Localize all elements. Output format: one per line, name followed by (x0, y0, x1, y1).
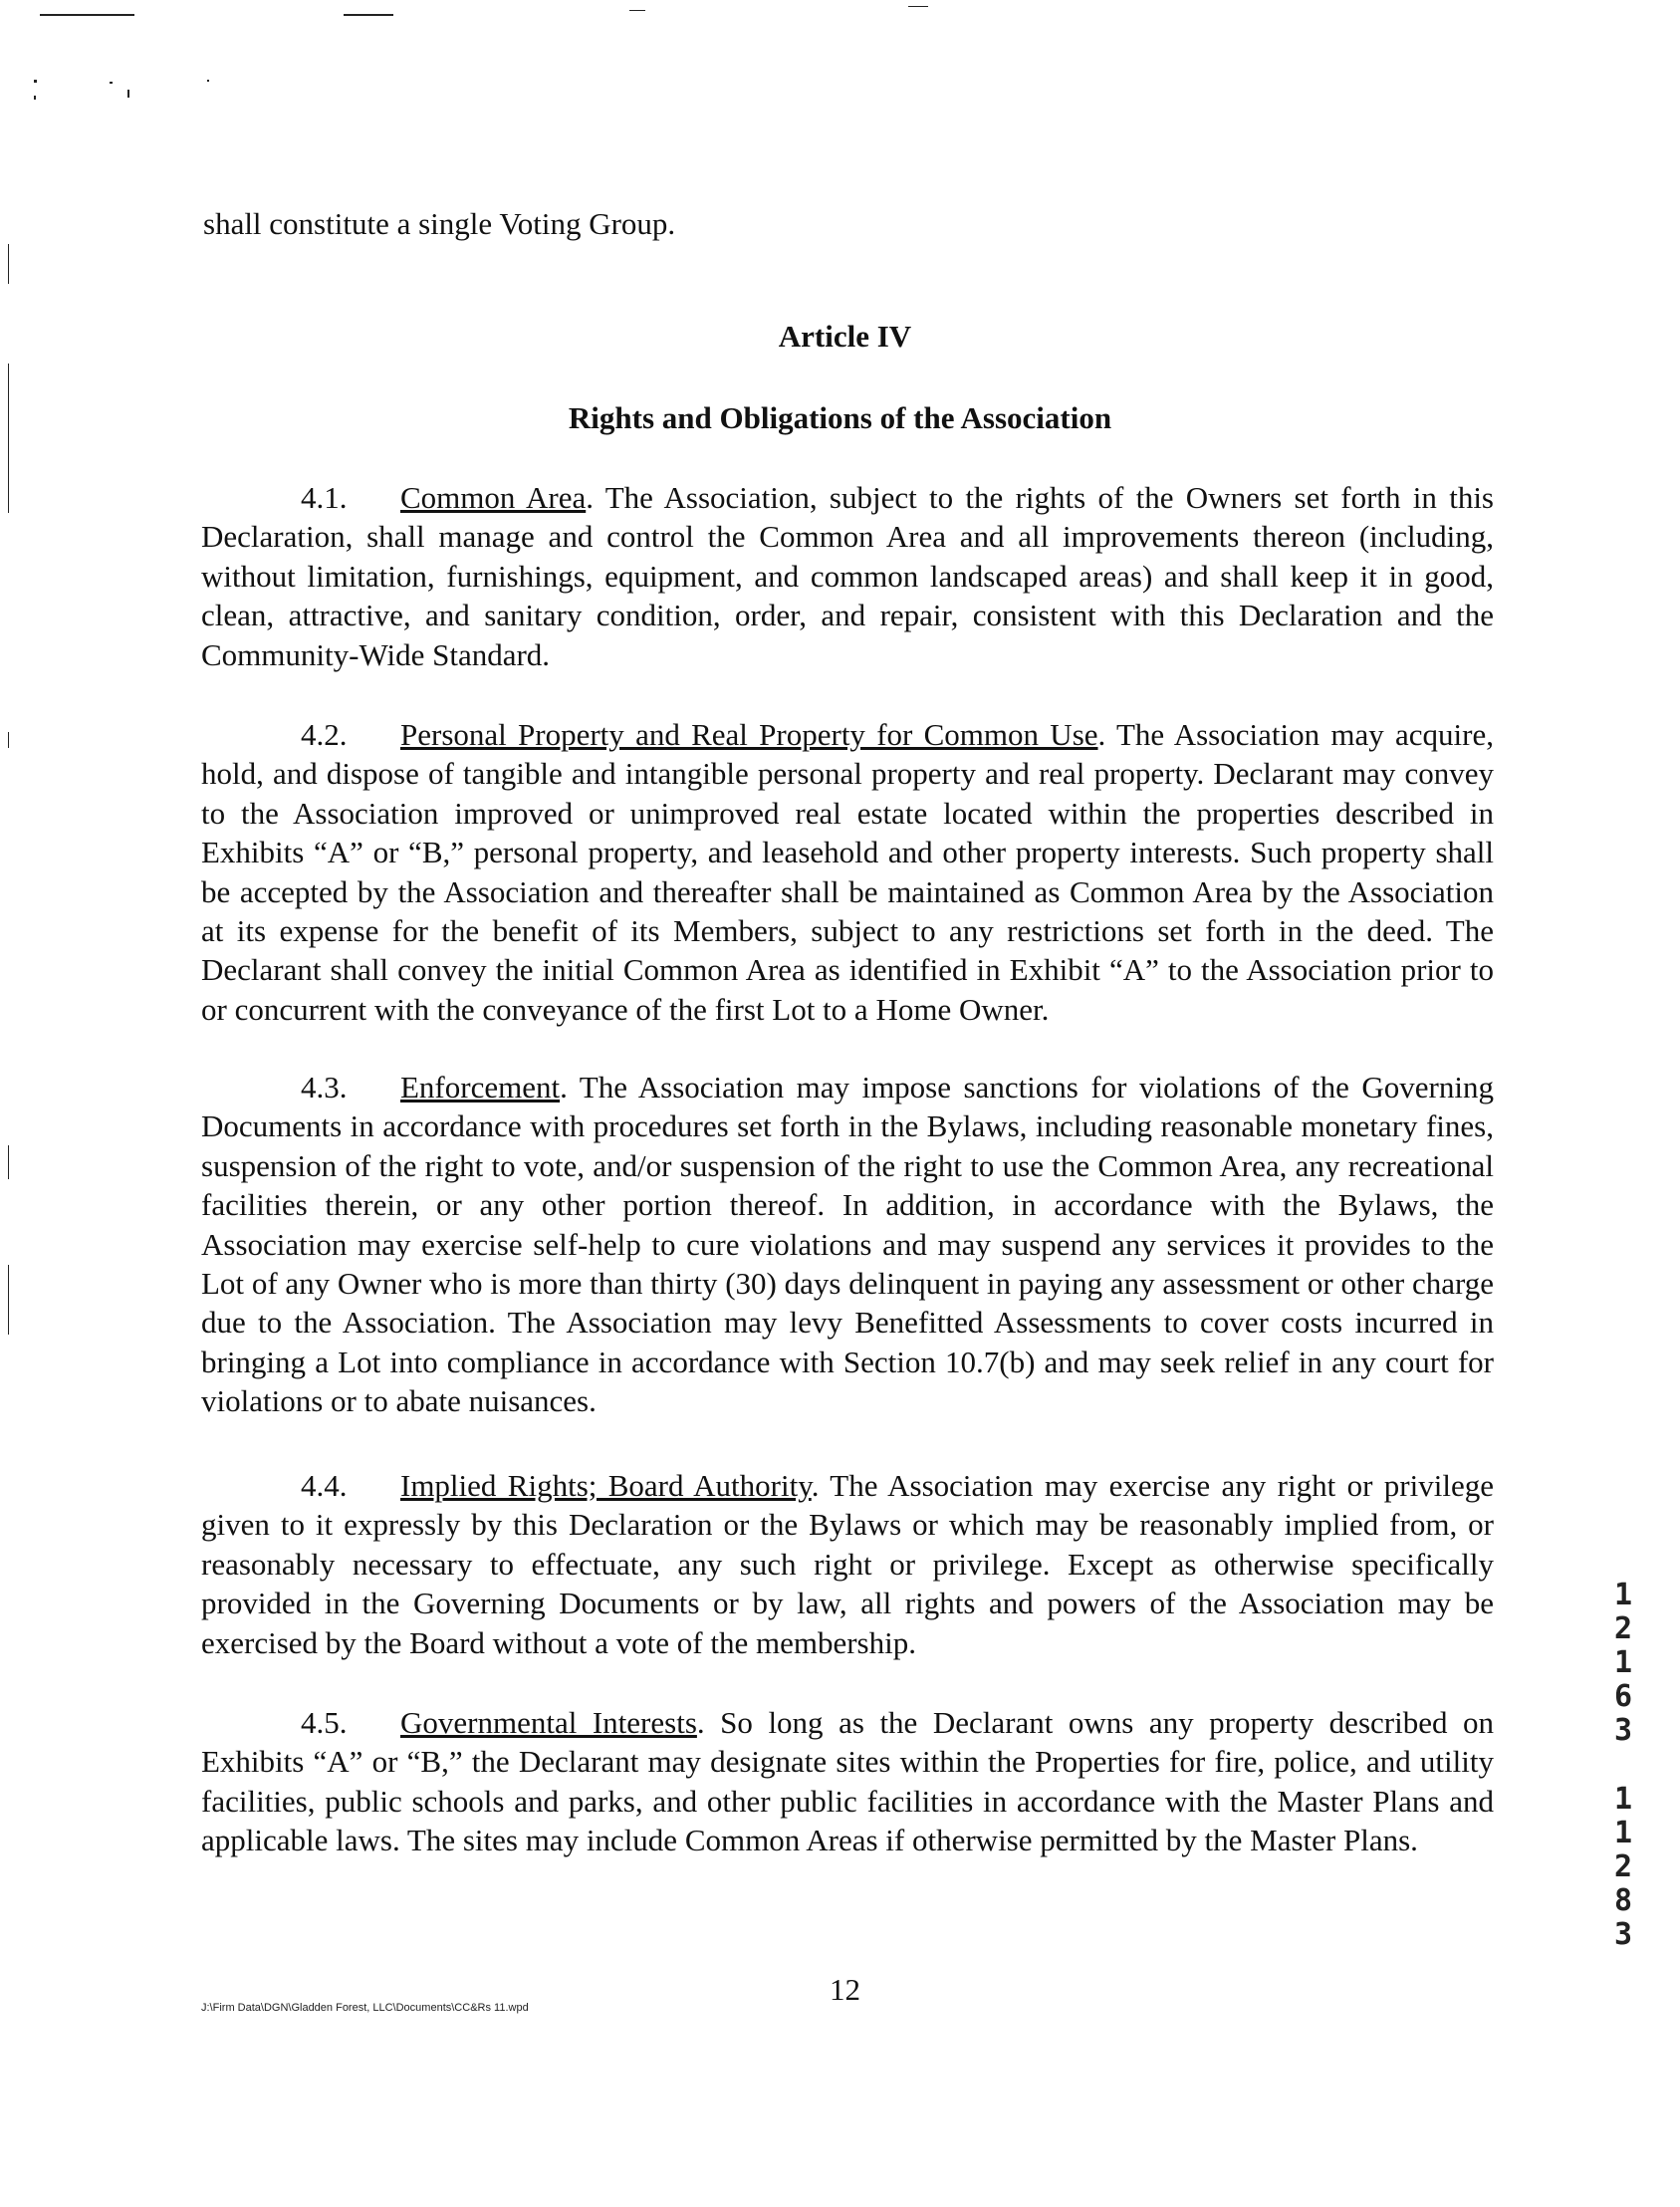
article-subtitle: Rights and Obligations of the Association (568, 400, 1112, 435)
section-body: . The Association may impose sanctions for violations of the Governing Documents in accordance with procedures set forth in the Bylaws, including reasonable monetary fines, suspension of the right to vote, and/or suspension of the right to use the Common Area, any recreational facilities therein, or any other portion thereof. In addition, in accordance with the Bylaws, the Association may exercise self-help to cure violations and may suspend any services it provides to the Lot of any Owner who is more than thirty (30) days delinquent in paying any assessment or other charge due to the Association. The Association may levy Benefitted Assessments to cover costs incurred in bringing a Lot into compliance in accordance with Section 10.7(b) and may seek relief in any court for violations or to abate nuisances. (201, 1070, 1494, 1419)
scan-line (344, 14, 393, 16)
article-title: Article IV (778, 319, 912, 354)
section-number: 4.3. (301, 1070, 348, 1104)
scan-dot (127, 90, 129, 98)
section-number: 4.2. (301, 717, 348, 752)
section-number: 4.1. (301, 480, 348, 515)
continuation-text: shall constitute a single Voting Group. (203, 206, 676, 241)
section-4-3 (201, 1068, 1494, 1421)
footer-file-path: J:\Firm Data\DGN\Gladden Forest, LLC\Documents\CC&Rs 11.wpd (201, 2002, 529, 2014)
scan-line (908, 6, 928, 7)
stamp-digit: 6 (1613, 1679, 1633, 1714)
margin-tick (8, 364, 9, 513)
stamp-digit: 1 (1613, 1645, 1633, 1680)
section-4-1 (201, 478, 1494, 674)
section-caption: Implied Rights; Board Authority (400, 1468, 812, 1503)
section-4-5 (201, 1703, 1494, 1860)
scan-dot (34, 96, 36, 100)
stamp-digit: 2 (1613, 1611, 1633, 1646)
stamp-digit: 8 (1613, 1883, 1633, 1918)
margin-tick (8, 732, 9, 748)
scan-dot (207, 80, 209, 82)
stamp-digit: 1 (1613, 1782, 1633, 1817)
section-body: . The Association may acquire, hold, and dispose of tangible and intangible personal property and real property. Declarant may convey to the Association improved or unimproved real estate located within the properties described in Exhibits “A” or “B,” personal property, and leasehold and other property interests. Such property shall be accepted by the Association and thereafter shall be maintained as Common Area by the Association at its expense for the benefit of its Members, subject to any restrictions set forth in the deed. The Declarant shall convey the initial Common Area as identified in Exhibit “A” to the Association prior to or concurrent with the conveyance of the first Lot to a Home Owner. (201, 717, 1494, 1027)
section-body: . So long as the Declarant owns any property described on Exhibits “A” or “B,” the Declarant may designate sites within the Properties for fire, police, and utility facilities, public schools and parks, and other public facilities in accordance with the Master Plans and applicable laws. The sites may include Common Areas if otherwise permitted by the Master Plans. (201, 1705, 1494, 1858)
section-body: . The Association, subject to the rights of the Owners set forth in this Declaration, shall manage and control the Common Area and all improvements thereon (including, without limitation, furnishings, equipment, and common landscaped areas) and shall keep it in good, clean, attractive, and sanitary condition, order, and repair, consistent with this Declaration and the Community-Wide Standard. (201, 480, 1494, 672)
section-4-4 (201, 1466, 1494, 1662)
margin-tick (8, 1265, 9, 1335)
margin-tick (8, 1145, 9, 1179)
section-body: . The Association may exercise any right or privilege given to it expressly by this Declaration or the Bylaws or which may be reasonably implied from, or reasonably necessary to effectuate, any such right or privilege. Except as otherwise specifically provided in the Governing Documents or by law, all rights and powers of the Association may be exercised by the Board without a vote of the membership. (201, 1468, 1494, 1660)
recording-stamp-upper (1603, 1579, 1643, 1748)
section-caption: Enforcement (400, 1070, 561, 1104)
section-number: 4.4. (301, 1468, 348, 1503)
margin-tick (8, 244, 9, 284)
stamp-digit: 1 (1613, 1816, 1633, 1850)
scan-line (629, 10, 645, 11)
scan-dot (34, 80, 37, 83)
scan-dot (110, 82, 113, 84)
recording-stamp-lower (1603, 1783, 1643, 1952)
page-number: 12 (830, 1972, 860, 2007)
section-caption: Governmental Interests (400, 1705, 697, 1740)
stamp-digit: 3 (1613, 1917, 1633, 1952)
scan-line (40, 14, 134, 16)
section-4-2 (201, 715, 1494, 1029)
stamp-digit: 3 (1613, 1713, 1633, 1748)
section-caption: Common Area (400, 480, 587, 515)
section-number: 4.5. (301, 1705, 348, 1740)
stamp-digit: 2 (1613, 1849, 1633, 1884)
stamp-digit: 1 (1613, 1578, 1633, 1612)
section-caption: Personal Property and Real Property for Common Use (400, 717, 1098, 752)
